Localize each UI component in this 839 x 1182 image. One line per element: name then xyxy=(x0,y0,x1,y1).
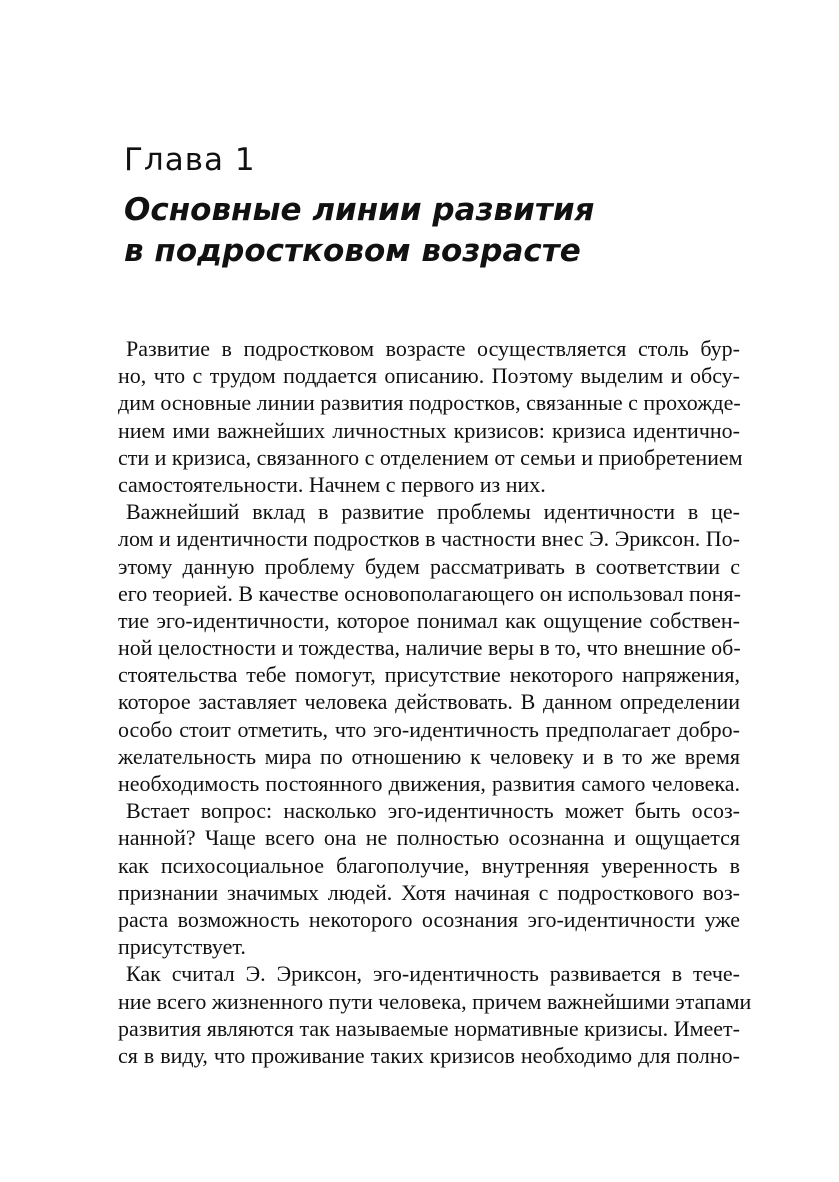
text-line: ние всего жизненного пути человека, причем важнейшими этапами xyxy=(118,988,752,1014)
chapter-title xyxy=(124,190,764,272)
text-line: но, что с трудом поддается описанию. Поэтому выделим и обсу- xyxy=(118,363,740,389)
text-line: нанной? Чаще всего она не полностью осознанна и ощущается xyxy=(118,825,740,851)
text-line: как психосоциальное благополучие, внутренняя уверенность в xyxy=(118,852,740,878)
paragraph xyxy=(118,498,740,797)
paragraph xyxy=(118,335,743,498)
text-line: необходимость постоянного движения, развития самого человека. xyxy=(118,771,740,796)
text-line: развития являются так называемые нормативные кризисы. Имеет- xyxy=(118,1015,740,1041)
text-line: Развитие в подростковом возрасте осуществляется столь бур- xyxy=(126,336,740,361)
text-line: лом и идентичности подростков в частности внес Э. Эриксон. По- xyxy=(118,526,740,552)
paragraph xyxy=(118,960,752,1069)
text-line: сти и кризиса, связанного с отделением от семьи и приобретением xyxy=(118,444,743,470)
text-line: ся в виду, что проживание таких кризисов необходимо для полно- xyxy=(118,1042,740,1068)
text-line: присутствует. xyxy=(118,934,246,960)
text-line: дим основные линии развития подростков, связанные с прохожде- xyxy=(118,390,741,416)
paragraph xyxy=(118,797,740,960)
text-line: Как считал Э. Эриксон, эго-идентичность развивается в тече- xyxy=(126,961,740,987)
text-line: нием ими важнейших личностных кризисов: кризиса идентично- xyxy=(118,417,740,443)
text-line: его теорией. В качестве основополагающего он использовал поня- xyxy=(118,580,741,606)
text-line: которое заставляет человека действовать. В данном определении xyxy=(118,689,740,715)
text-line: Важнейший вклад в развитие проблемы идентичности в це- xyxy=(126,499,740,525)
chapter-title-line: Основные линии развития xyxy=(124,192,595,228)
text-line: Встает вопрос: насколько эго-идентичность может быть осоз- xyxy=(126,798,740,824)
text-line: ной целостности и тождества, наличие веры в то, что внешние об- xyxy=(118,635,741,661)
body-text xyxy=(118,335,752,1069)
text-line: стоятельства тебе помогут, присутствие некоторого напряжения, xyxy=(118,662,740,688)
text-line: особо стоит отметить, что эго-идентичность предполагает добро- xyxy=(118,716,740,742)
text-line: признании значимых людей. Хотя начиная с подросткового воз- xyxy=(118,879,740,905)
text-line: этому данную проблему будем рассматривать в соответствии с xyxy=(118,553,740,579)
text-line: желательность мира по отношению к человеку и в то же время xyxy=(118,743,740,769)
text-line: раста возможность некоторого осознания эго-идентичности уже xyxy=(118,906,740,932)
chapter-label: Глава 1 xyxy=(124,142,256,178)
text-line: самостоятельности. Начнем с первого из них. xyxy=(118,471,546,497)
text-line: тие эго-идентичности, которое понимал как ощущение собствен- xyxy=(118,607,740,633)
chapter-title-line: в подростковом возрасте xyxy=(124,233,581,269)
